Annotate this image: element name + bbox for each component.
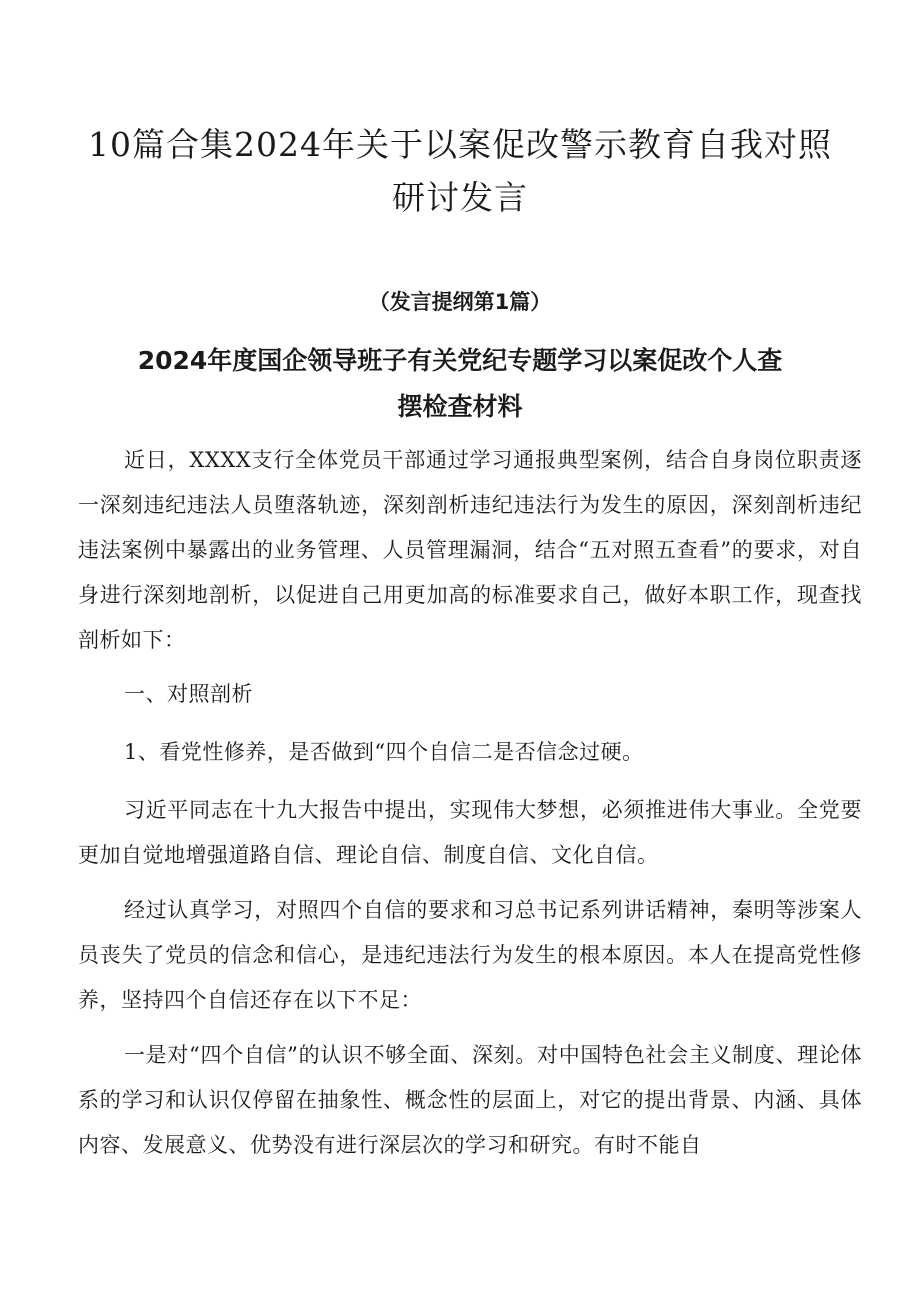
item-party-spirit: 1、看党性修养，是否做到“四个自信二是否信念过硬。	[124, 740, 644, 764]
section-title-comparison: 一、对照剖析	[124, 682, 253, 706]
body-paragraph: 一是对“四个自信”的认识不够全面、深刻。对中国特色社会主义制度、理论体系的学习和认识仅停留在抽象性、概念性的层面上，对它的提出背景、内涵、具体内容、发展意义、优势没有进行深层次的学习和研究。有时不能自	[78, 1043, 862, 1157]
document-title-line-2: 研讨发言	[392, 178, 528, 217]
document-title	[60, 118, 860, 224]
section-heading-line-1: 2024年度国企领导班子有关党纪专题学习以案促改个人查	[137, 346, 783, 375]
section-heading-line-2: 摆检查材料	[397, 392, 523, 421]
document-title-line-1: 10篇合集2024年关于以案促改警示教育自我对照	[88, 125, 832, 164]
section-heading	[60, 338, 860, 430]
document-subtitle: （发言提纲第1篇）	[368, 290, 552, 314]
body-paragraph: 经过认真学习，对照四个自信的要求和习总书记系列讲话精神，秦明等涉案人员丧失了党员的信念和信心，是违纪违法行为发生的根本原因。本人在提高党性修养，坚持四个自信还存在以下不足：	[78, 898, 862, 1012]
body-paragraph: 习近平同志在十九大报告中提出，实现伟大梦想，必须推进伟大事业。全党要更加自觉地增强道路自信、理论自信、制度自信、文化自信。	[78, 798, 862, 867]
intro-paragraph: 近日，XXXX支行全体党员干部通过学习通报典型案例，结合自身岗位职责逐一深刻违纪违法人员堕落轨迹，深刻剖析违纪违法行为发生的原因，深刻剖析违纪违法案例中暴露出的业务管理、人员管理漏洞，结合“五对照五查看”的要求，对自身进行深刻地剖析，以促进自己用更加高的标准要求自己，做好本职工作，现查找剖析如下：	[78, 448, 862, 652]
